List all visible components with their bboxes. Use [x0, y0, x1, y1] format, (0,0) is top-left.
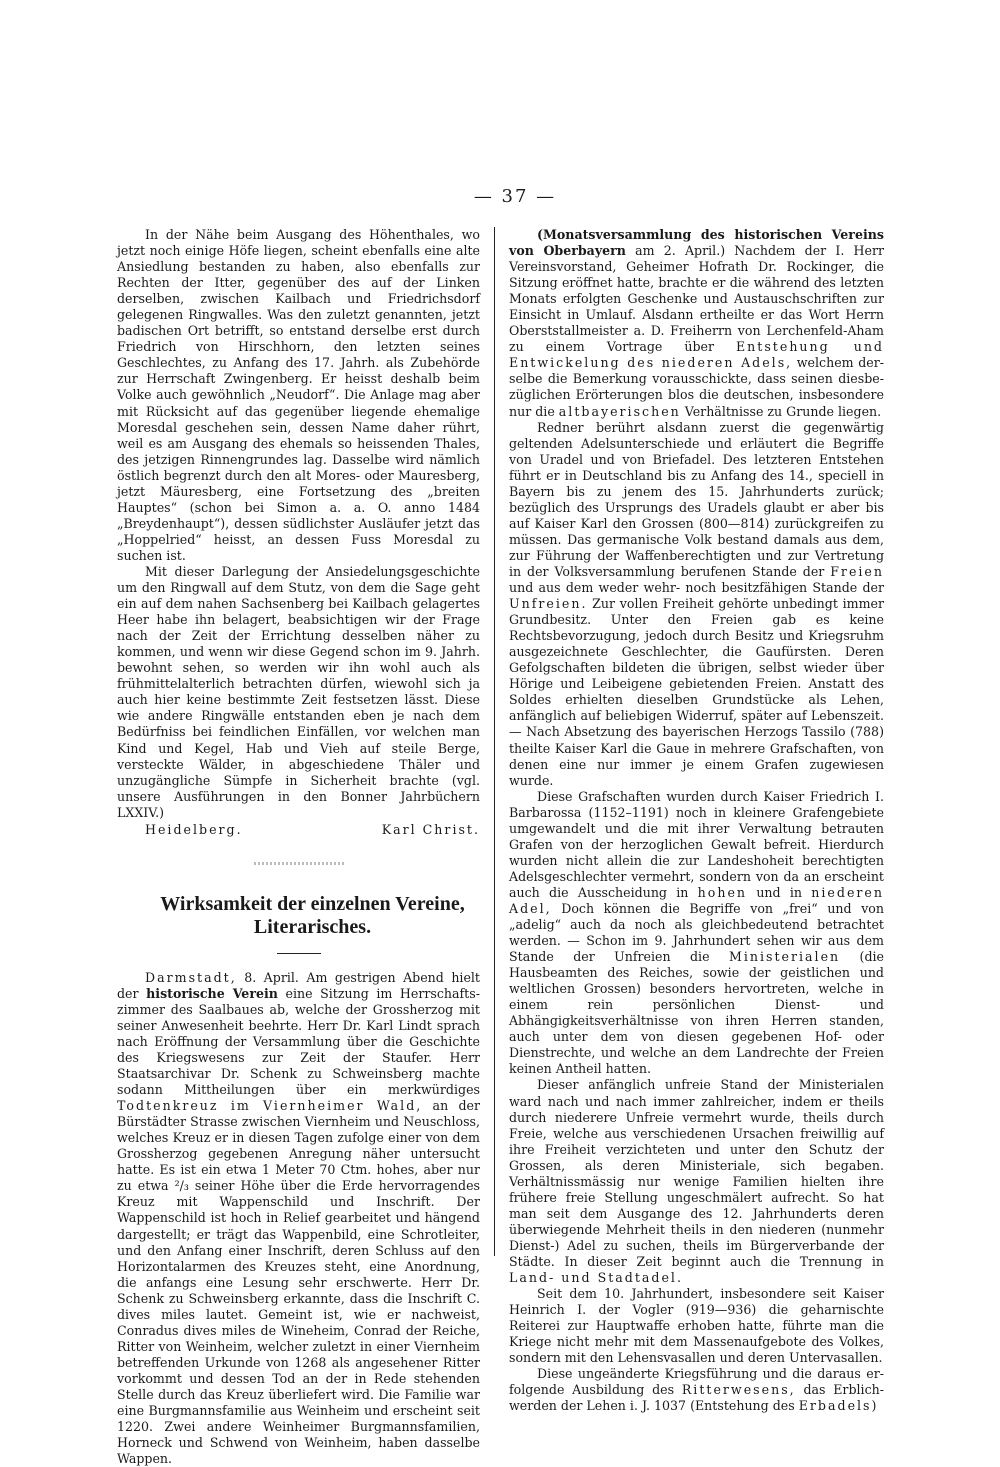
section-heading-line2: Literarisches.: [253, 915, 372, 938]
section-heading-line1: Wirksamkeit der einzelnen Vereine,: [160, 892, 465, 915]
paragraph-ringwall: Mit dieser Darlegung der Ansiedelungsgeschichte um den Ringwall auf dem Stutz, von dem die Sage geht ein auf dem nahen Sachsenberg bei Kailbach gelagertes Heer habe ihn belagert, beabsichtigen wir der Frage nach der Zeit der Errichtung desselben näher zu kommen, und wenn wir diese Gegend schon im 9. Jahrh. bewohnt sehen, so werden wir ihn wohl auch als frühmittelalterlich betrachten dürfen, wiewohl sich ja auch hier keine bestimmte Zeit festsetzen lässt. Diese wie andere Ringwälle entstanden eben je nach dem Bedürfniss bei feindlichen Einfällen, vor welchen man Kind und Kegel, Hab und Vieh auf steile Berge, versteckte Wälder, in abgeschiedene Thäler und unzugängliche Sümpfe in Sicherheit brachte (vgl. unsere Ausführungen in den Bonner Jahrbüchern LXXIV.): [117, 563, 480, 820]
section-ornament: [254, 862, 344, 865]
emphasis-altbayerisch: altbayerischen: [558, 403, 681, 419]
emphasis-hohen: hohen: [697, 884, 748, 900]
paragraph-heinrich: Seit dem 10. Jahrhundert, insbesondere seit Kaiser Heinrich I. der Vogler (919—936) die geharnischte Reiterei zur Hauptwaffe erhoben hatte, führte man die Kriege nicht mehr mit dem Massenaufgebote des Volkes, sondern mit den Lehensvasallen und deren Untervasallen.: [509, 1286, 884, 1366]
article-signature: [117, 822, 480, 838]
signature-author: Karl Christ.: [381, 821, 480, 837]
emphasis-erbadel: Erbadels): [798, 1398, 879, 1414]
emphasis-ritterwesen: Ritterwesens,: [681, 1382, 796, 1398]
society-name: historische Verein: [146, 985, 278, 1001]
heading-rule: [277, 953, 321, 954]
paragraph-grafschaften: Diese Grafschaften wurden durch Kaiser Friedrich I. Barbarossa (1152–1191) noch in kleinere Grafengebiete umgewandelt und die mit ihrer Verwaltung betrauten Grafen von der herzoglichen Gewalt befreit. Hierdurch wurden nicht allein die zur Landeshoheit berechtigten Adelsgeschlechter vermehrt, sondern von da an erscheint auch die Ausscheidung in hohen und in niederen Adel, Doch können die Begriffe von „frei“ und von „adelig“ auch da noch als gleichbedeutend betrachtet werden. — Schon im 9. Jahrhundert sehen wir aus dem Stande der Unfreien die Ministerialen (die Hausbeamten des Reiches, sowie der geistlichen und weltlichen Grossen) besonders hervortreten, welche in einem rein persönlichen Dienst- und Abhängigkeitsverhältnisse von ihren Herren standen, auch unter dem von diesen gegebenen Hof- oder Dienstrechte, und welche an dem Landrechte der Freien keinen Antheil hatten.: [509, 788, 884, 1077]
emphasis-niederen-adel: niederen Adel,: [509, 884, 884, 916]
signature-place: Heidelberg.: [145, 821, 243, 837]
paragraph-ansiedlung: In der Nähe beim Ausgang des Höhenthales, wo jetzt noch einige Höfe liegen, scheint ebenfalls eine alte Ansiedlung bestanden zu haben, also ebenfalls zur Rechten der Itter, gegenüber des auf der Linken derselben, zwischen Kailbach und Friedrichsdorf gelegenen Ringwalles. Was den zuletzt genannten, jetzt badischen Ort betrifft, so entstand derselbe erst durch Friedrich von Hirschhorn, den letzten seines Geschlechtes, zu Anfang des 17. Jahrh. als Zubehörde zur Herrschaft Zwingenberg. Er heisst deshalb beim Volke auch gewöhnlich „Neudorf“. Die Anlage mag aber mit Rücksicht auf das gegenüber liegende ehemalige Moresdal geschehen sein, dessen Name daher rührt, weil es am Ausgang des ehemals so heissenden Thales, des jetzigen Rinnengrundes lag. Dasselbe wird nämlich östlich begrenzt durch den alt Mores- oder Mauresberg, jetzt Mäuresberg, eine Fortsetzung des „breiten Hauptes“ (schon bei Simon a. a. O. anno 1484 „Breydenhaupt“), dessen südlichster Ausläufer jetzt das „Hoppelried“ heisst, an dessen Fuss Moresdal zu suchen ist.: [117, 227, 480, 563]
right-column: [509, 227, 884, 1414]
emphasis-lecture-title: Entstehung und Entwickelung des niederen Adels,: [509, 339, 884, 371]
meeting-title: (Monatsversammlung des historischen Vereins von Oberbayern: [509, 227, 884, 259]
paragraph-darmstadt: Darmstadt, 8. April. Am gestrigen Abend hielt der historische Verein eine Sitzung im Herrschaftszimmer des Saalbaues ab, welche der Grossherzog mit seiner Anwesenheit beehrte. Herr Dr. Karl Lindt sprach nach Eröffnung der Versammlung über die Geschichte des Kriegswesens zur Zeit der Staufer. Herr Staatsarchivar Dr. Schenk zu Schweinsberg machte sodann Mittheilungen über ein merkwürdiges Todtenkreuz im Viernheimer Wald, an der Bürstädter Strasse zwischen Viernheim und Neuschloss, welches Kreuz er in diesen Tagen zufolge einer von dem Grossherzog gegebenen Anregung näher untersucht hatte. Es ist ein etwa 1 Meter 70 Ctm. hohes, aber nur zu etwa ²/₃ seiner Höhe über die Erde hervorragendes Kreuz mit Wappenschild und Inschrift. Der Wappenschild ist hoch in Relief gearbeitet und hängend dargestellt; er trägt das Wappenbild, eine Schrotleiter, und den Anfang einer Inschrift, deren Schluss auf den Horizontalarmen des Kreuzes steht, eine Anordnung, die anfangs eine Lesung sehr erschwerte. Herr Dr. Schenk zu Schweinsberg erkannte, dass die Inschrift C. dives miles lautet. Gemeint ist, wie er nachweist, Conradus dives miles de Wineheim, Conrad der Reiche, Ritter von Weinheim, welcher zuletzt in einer Viernheim betreffenden Urkunde von 1268 als angesehener Ritter vorkommt und dessen Tod an der in Rede stehenden Stelle durch das Kreuz überliefert wird. Die Familie war eine Burgmannsfamilie aus Weinheim und erscheint seit 1220. Zwei andere Weinheimer Burgmannsfamilien, Horneck und Schwend von Weinheim, haben dasselbe Wappen.: [117, 969, 480, 1467]
paragraph-monatsversammlung: (Monatsversammlung des historischen Vereins von Oberbayern am 2. April.) Nachdem der I. Herr Vereinsvorstand, Geheimer Hofrath Dr. Rockinger, die Sitzung eröffnet hatte, brachte er die während des letzten Monats erfolgten Geschenke und Austauschschriften zur Einsicht in Umlauf. Alsdann ertheilte er das Wort Herrn Oberststallmeister a. D. Freiherrn von Lerchenfeld-Aham zu einem Vortrage über Entstehung und Entwickelung des niederen Adels, welchem derselbe die Bemerkung vorausschickte, dass seinen diesbezüglichen Erörterungen blos die deutschen, insbesondere nur die altbayerischen Verhältnisse zu Grunde liegen.: [509, 227, 884, 419]
paragraph-kriegsfuehrung: Diese ungeänderte Kriegsführung und die daraus erfolgende Ausbildung des Ritterwesens, das Erblichwerden der Lehen i. J. 1037 (Entstehung des Erbadels): [509, 1366, 884, 1414]
paragraph-ministerialen: Dieser anfänglich unfreie Stand der Ministerialen ward nach und nach immer zahlreicher, indem er theils durch niederere Unfreie vermehrt wurde, theils durch Freie, welche aus verschiedenen Ursachen freiwillig auf ihre Freiheit verzichteten und unter den Schutz der Grossen, als deren Ministeriale, sich begaben. Verhältnissmässig nur wenige Familien hielten ihre frühere freie Stellung ungeschmälert aufrecht. So hat man seit dem Ausgange des 12. Jahrhunderts deren überwiegende Mehrheit theils in den niederen (nunmehr Dienst-) Adel zu suchen, theils im Bürgerverbande der Städte. In dieser Zeit beginnt auch die Trennung in Land- und Stadtadel.: [509, 1077, 884, 1286]
column-divider: [494, 227, 495, 1256]
left-column: [117, 227, 480, 1467]
dateline-place: Darmstadt,: [145, 969, 237, 985]
page-number: — 37 —: [473, 186, 557, 207]
paragraph-adelsunterschiede: Redner berührt alsdann zuerst die gegenwärtig geltenden Adelsunterschiede und erläutert die Begriffe von Uradel und von Briefadel. Des letzteren Entstehen führt er in Deutschland bis zu Anfang des 14., speciell in Bayern bis zu jenem des 15. Jahrhunderts zurück; bezüglich des Ursprungs des Uradels glaubt er aber bis auf Kaiser Karl den Grossen (800—814) zurückgreifen zu müssen. Das germanische Volk bestand damals aus dem, zur Führung der Waffenberechtigten und zur Vertretung in der Volksversammlung berufenen Stande der Freien und aus dem weder wehr- noch besitzfähigen Stande der Unfreien. Zur vollen Freiheit gehörte unbedingt immer Grundbesitz. Unter den Freien gab es keine Rechtsbevorzugung, jedoch durch Besitz und Kriegsruhm ausgezeichnete Geschlechter, die Gaufürsten. Deren Gefolgschaften bildeten die übrigen, selbst wieder über Hörige und Leibeigene gebietenden Freien. Anstatt des Soldes erhielten dieselben Grundstücke als Lehen, anfänglich auf beliebigen Widerruf, später auf Lebenszeit. — Nach Absetzung des bayerischen Herzogs Tassilo (788) theilte Kaiser Karl die Gaue in mehrere Grafschaften, von denen eine nur immer je einem Grafen zugewiesen wurde.: [509, 419, 884, 788]
emphasis-unfreien: Unfreien.: [509, 596, 588, 612]
emphasis-land-stadtadel: Land- und Stadtadel.: [509, 1270, 683, 1286]
emphasis-freien: Freien: [830, 563, 884, 579]
emphasis-todtenkreuz: Todtenkreuz im Viernheimer Wald,: [117, 1098, 423, 1114]
emphasis-ministerialen: Ministerialen: [728, 949, 841, 965]
